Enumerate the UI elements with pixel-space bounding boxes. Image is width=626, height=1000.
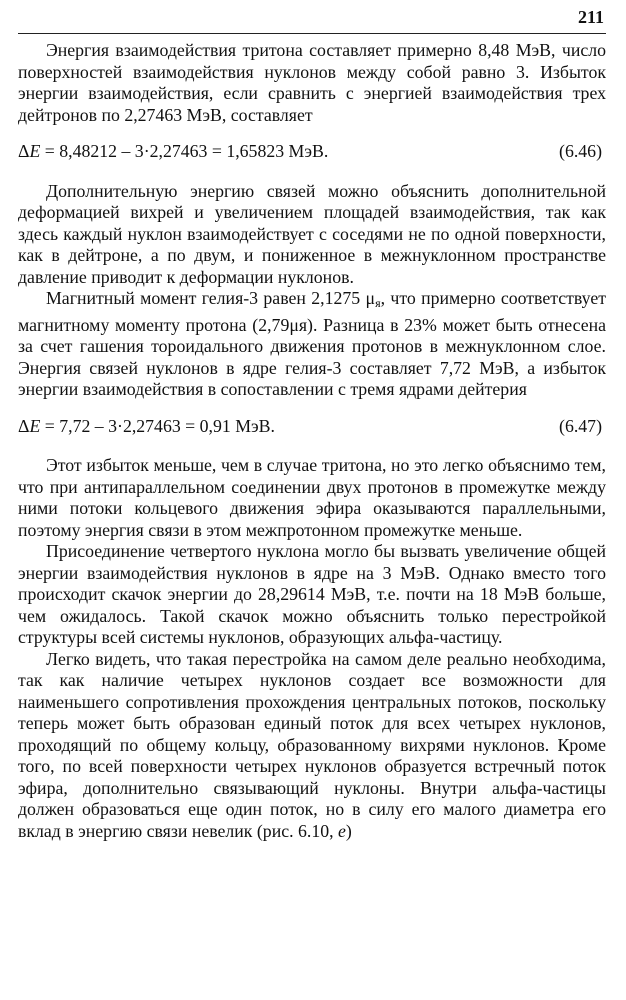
paragraph-4: Этот избыток меньше, чем в случае тритона, но это легко объяснимо тем, что при антипараллельном соединении двух протонов в промежутке между ними потоки кольцевого движения эфира оказываются параллельными, поэтому энергия связи в этом межпротонном промежутке меньше. [18, 455, 606, 540]
equation-6-47 [18, 416, 606, 438]
equation-6-46-body: ΔE = 8,48212 – 3·2,27463 = 1,65823 МэВ. [18, 141, 329, 161]
body-text [18, 40, 606, 842]
equation-6-47-body: ΔE = 7,72 – 3·2,27463 = 0,91 МэВ. [18, 415, 275, 436]
equation-6-46-number: (6.46) [559, 141, 602, 161]
equation-6-47-number: (6.47) [559, 415, 602, 436]
page-number: 211 [577, 7, 604, 27]
paragraph-5: Присоединение четвертого нуклона могло бы вызвать увеличение общей энергии взаимодействия нуклонов в ядре на 3 МэВ. Однако вместо того происходит скачок энергии до 28,29614 МэВ, т.е. почти на 18 МэВ больше, чем ожидалось. Такой скачок можно объяснить только перестройкой структуры всей системы нуклонов, образующих альфа-частицу. [18, 541, 606, 647]
paragraph-2: Дополнительную энергию связей можно объяснить дополнительной деформацией вихрей и увеличением площадей взаимодействия, так как здесь каждый нуклон взаимодействует с соседями не по одной поверхности, как в дейтроне, а по двум, и пониженное в межнуклонном пространстве давление приводит к деформации нуклонов. [18, 180, 606, 287]
header-rule [18, 33, 606, 34]
equation-6-46 [18, 141, 606, 163]
paragraph-1: Энергия взаимодействия тритона составляет примерно 8,48 МэВ, число поверхностей взаимодействия нуклонов между собой равно 3. Избыток энергии взаимодействия, если сравнить с энергией взаимодействия трех дейтронов по 2,27463 МэВ, составляет [18, 40, 606, 125]
paragraph-3: Магнитный момент гелия-3 равен 2,1275 $\mu_я$, что примерно соответствует магнитному моменту протона (2,79μя). Разница в 23% может быть отнесена за счет гашения тороидального движения протонов в межнуклонном слое. Энергия связей нуклонов в ядре гелия-3 составляет 7,72 МэВ, а избыток энергии взаимодействия в сопоставлении с тремя ядрами дейтерия [18, 288, 607, 399]
paragraph-6: Легко видеть, что такая перестройка на самом деле реально необходима, так как наличие четырех нуклонов создает все возможности для наименьшего сопротивления прохождения центральных потоков, поскольку теперь может быть образован единый поток для всех четырех нуклонов, проходящий по общему кольцу, образованному вихрями нуклонов. Кроме того, по всей поверхности четырех нуклонов образуется встречный поток эфира, дополнительно связывающий нуклоны. Внутри альфа-частицы должен образоваться еще один поток, но в силу его малого диаметра его вклад в энергию связи невелик (рис. 6.10, е) [18, 648, 606, 841]
